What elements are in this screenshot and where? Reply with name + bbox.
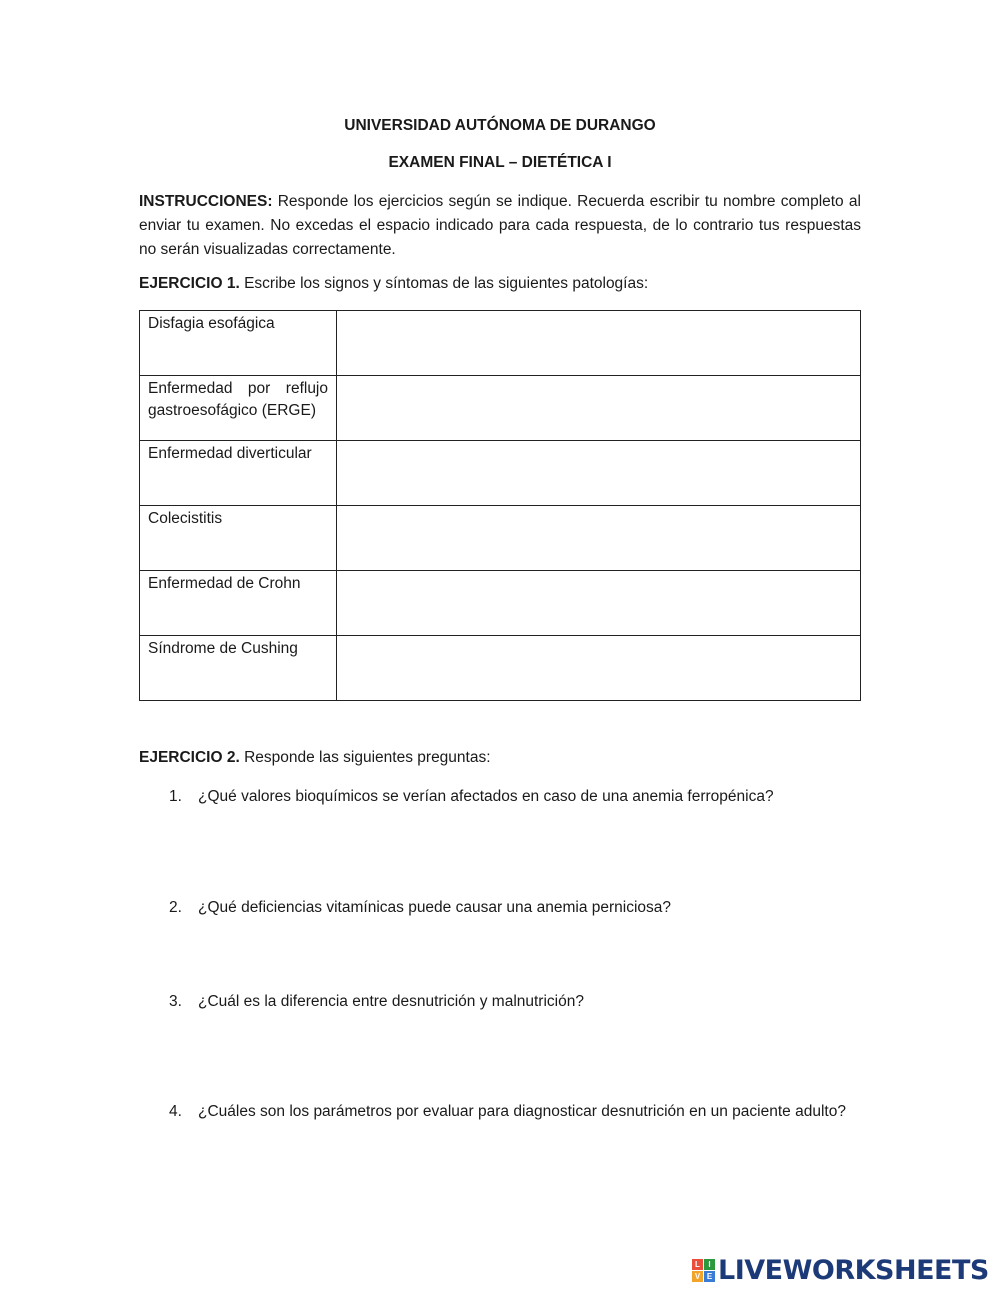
- liveworksheets-logo: [692, 1253, 989, 1287]
- question-text: ¿Qué valores bioquímicos se verían afectados en caso de una anemia ferropénica?: [198, 788, 774, 805]
- table-row: [140, 571, 861, 636]
- exam-title: EXAMEN FINAL – DIETÉTICA I: [388, 154, 612, 171]
- instructions: [139, 190, 861, 262]
- question-number: 3.: [169, 993, 182, 1010]
- pathology-name: Disfagia esofágica: [140, 311, 337, 376]
- answer-field[interactable]: [337, 506, 861, 571]
- logo-letter: V: [692, 1271, 703, 1282]
- exercise2-prompt: Responde las siguientes preguntas:: [239, 749, 491, 766]
- pathology-name: Enfermedad por reflujo gastroesofágico (ERGE): [140, 376, 337, 441]
- university-title: UNIVERSIDAD AUTÓNOMA DE DURANGO: [344, 117, 656, 134]
- exercise2-label: EJERCICIO 2.: [139, 749, 240, 766]
- question-number: 2.: [169, 899, 182, 916]
- table-row: [140, 636, 861, 701]
- question-number: 1.: [169, 788, 182, 805]
- question-text: ¿Cuál es la diferencia entre desnutrición y malnutrición?: [198, 993, 584, 1010]
- logo-text: LIVEWORKSHEETS: [718, 1254, 989, 1286]
- pathology-name: Colecistitis: [140, 506, 337, 571]
- pathology-name: Enfermedad de Crohn: [140, 571, 337, 636]
- logo-letter: E: [704, 1271, 715, 1282]
- answer-field[interactable]: [337, 636, 861, 701]
- answer-field[interactable]: [337, 376, 861, 441]
- question-text: ¿Qué deficiencias vitamínicas puede causar una anemia perniciosa?: [198, 899, 672, 916]
- exercise1-prompt: Escribe los signos y síntomas de las siguientes patologías:: [239, 275, 649, 292]
- pathology-name: Síndrome de Cushing: [140, 636, 337, 701]
- exercise2-heading: [139, 749, 491, 767]
- table-row: [140, 506, 861, 571]
- answer-field[interactable]: [337, 441, 861, 506]
- live-grid-icon: [692, 1259, 715, 1282]
- question-text: ¿Cuáles son los parámetros por evaluar para diagnosticar desnutrición en un paciente adulto?: [198, 1103, 846, 1120]
- instructions-label: INSTRUCCIONES:: [139, 193, 273, 210]
- pathology-name: Enfermedad diverticular: [140, 441, 337, 506]
- exercise1-heading: [139, 275, 648, 293]
- logo-letter: I: [704, 1259, 715, 1270]
- exercise1-label: EJERCICIO 1.: [139, 275, 240, 292]
- table-row: [140, 311, 861, 376]
- logo-letter: L: [692, 1259, 703, 1270]
- answer-field[interactable]: [337, 311, 861, 376]
- table-row: [140, 376, 861, 441]
- pathology-table: [139, 310, 861, 701]
- instructions-text: Responde los ejercicios según se indique. Recuerda escribir tu nombre completo al enviar tu examen. No excedas el espacio indicado para cada respuesta, de lo contrario tus respuestas no serán visualizadas correctamente.: [139, 193, 861, 258]
- question-number: 4.: [169, 1103, 182, 1120]
- answer-field[interactable]: [337, 571, 861, 636]
- table-row: [140, 441, 861, 506]
